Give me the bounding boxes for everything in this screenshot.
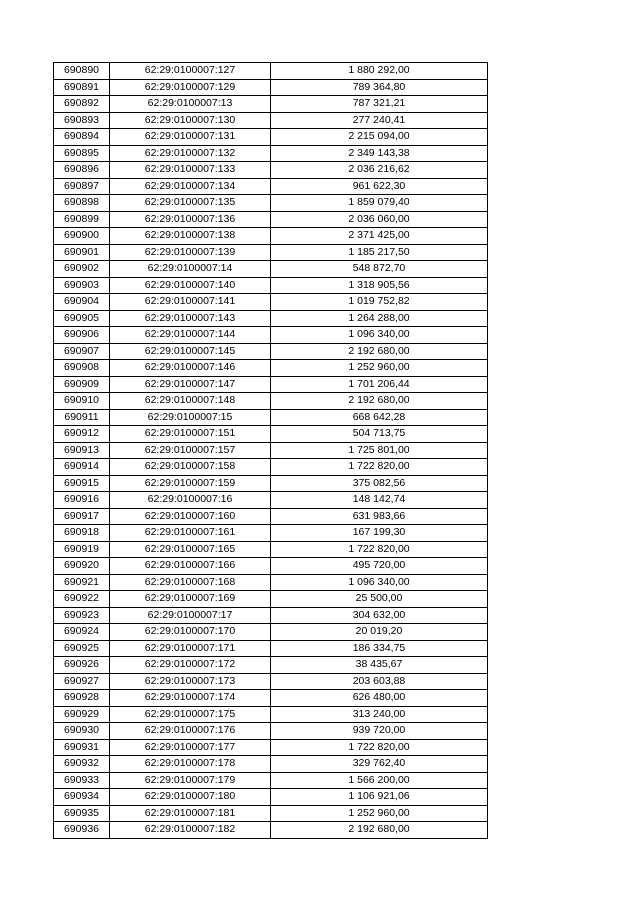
row-number-cell: 690917 (54, 508, 110, 525)
row-number-cell: 690919 (54, 541, 110, 558)
row-number-cell: 690910 (54, 393, 110, 410)
value-cell: 1 096 340,00 (271, 327, 488, 344)
cadastral-number-cell: 62:29:0100007:136 (110, 211, 271, 228)
row-number-cell: 690926 (54, 657, 110, 674)
value-cell: 1 185 217,50 (271, 244, 488, 261)
table-row (54, 475, 488, 492)
table-row (54, 112, 488, 129)
value-cell: 1 106 921,06 (271, 789, 488, 806)
value-cell: 626 480,00 (271, 690, 488, 707)
cadastral-number-cell: 62:29:0100007:130 (110, 112, 271, 129)
value-cell: 504 713,75 (271, 426, 488, 443)
row-number-cell: 690901 (54, 244, 110, 261)
table-row (54, 376, 488, 393)
table-row (54, 657, 488, 674)
value-cell: 1 722 820,00 (271, 739, 488, 756)
cadastral-number-cell: 62:29:0100007:143 (110, 310, 271, 327)
table-body (54, 63, 488, 839)
table-row (54, 211, 488, 228)
cadastral-number-cell: 62:29:0100007:157 (110, 442, 271, 459)
value-cell: 1 264 288,00 (271, 310, 488, 327)
row-number-cell: 690924 (54, 624, 110, 641)
row-number-cell: 690905 (54, 310, 110, 327)
table-row (54, 723, 488, 740)
value-cell: 787 321,21 (271, 96, 488, 113)
value-cell: 2 192 680,00 (271, 822, 488, 839)
row-number-cell: 690899 (54, 211, 110, 228)
cadastral-number-cell: 62:29:0100007:146 (110, 360, 271, 377)
cadastral-number-cell: 62:29:0100007:16 (110, 492, 271, 509)
value-cell: 1 722 820,00 (271, 459, 488, 476)
row-number-cell: 690930 (54, 723, 110, 740)
table-row (54, 63, 488, 80)
cadastral-number-cell: 62:29:0100007:171 (110, 640, 271, 657)
table-row (54, 525, 488, 542)
row-number-cell: 690911 (54, 409, 110, 426)
cadastral-number-cell: 62:29:0100007:177 (110, 739, 271, 756)
cadastral-number-cell: 62:29:0100007:131 (110, 129, 271, 146)
row-number-cell: 690915 (54, 475, 110, 492)
table-row (54, 739, 488, 756)
value-cell: 2 192 680,00 (271, 393, 488, 410)
cadastral-number-cell: 62:29:0100007:179 (110, 772, 271, 789)
table-row (54, 244, 488, 261)
row-number-cell: 690895 (54, 145, 110, 162)
value-cell: 20 019,20 (271, 624, 488, 641)
value-cell: 277 240,41 (271, 112, 488, 129)
row-number-cell: 690931 (54, 739, 110, 756)
value-cell: 1 725 801,00 (271, 442, 488, 459)
cadastral-number-cell: 62:29:0100007:159 (110, 475, 271, 492)
row-number-cell: 690925 (54, 640, 110, 657)
row-number-cell: 690916 (54, 492, 110, 509)
value-cell: 961 622,30 (271, 178, 488, 195)
cadastral-number-cell: 62:29:0100007:134 (110, 178, 271, 195)
cadastral-number-cell: 62:29:0100007:173 (110, 673, 271, 690)
cadastral-number-cell: 62:29:0100007:174 (110, 690, 271, 707)
value-cell: 38 435,67 (271, 657, 488, 674)
table-row (54, 228, 488, 245)
table-row (54, 706, 488, 723)
value-cell: 1 252 960,00 (271, 360, 488, 377)
value-cell: 2 192 680,00 (271, 343, 488, 360)
cadastral-number-cell: 62:29:0100007:145 (110, 343, 271, 360)
value-cell: 1 019 752,82 (271, 294, 488, 311)
table-row (54, 459, 488, 476)
row-number-cell: 690935 (54, 805, 110, 822)
value-cell: 1 566 200,00 (271, 772, 488, 789)
value-cell: 1 096 340,00 (271, 574, 488, 591)
table-row (54, 261, 488, 278)
table-row (54, 805, 488, 822)
row-number-cell: 690918 (54, 525, 110, 542)
table-row (54, 162, 488, 179)
row-number-cell: 690891 (54, 79, 110, 96)
row-number-cell: 690894 (54, 129, 110, 146)
row-number-cell: 690900 (54, 228, 110, 245)
row-number-cell: 690913 (54, 442, 110, 459)
table-row (54, 822, 488, 839)
table-row (54, 195, 488, 212)
value-cell: 313 240,00 (271, 706, 488, 723)
table-row (54, 145, 488, 162)
value-cell: 1 722 820,00 (271, 541, 488, 558)
cadastral-number-cell: 62:29:0100007:182 (110, 822, 271, 839)
value-cell: 1 701 206,44 (271, 376, 488, 393)
cadastral-number-cell: 62:29:0100007:166 (110, 558, 271, 575)
cadastral-number-cell: 62:29:0100007:176 (110, 723, 271, 740)
table-row (54, 294, 488, 311)
row-number-cell: 690920 (54, 558, 110, 575)
row-number-cell: 690923 (54, 607, 110, 624)
cadastral-number-cell: 62:29:0100007:168 (110, 574, 271, 591)
row-number-cell: 690934 (54, 789, 110, 806)
row-number-cell: 690906 (54, 327, 110, 344)
table-row (54, 442, 488, 459)
row-number-cell: 690902 (54, 261, 110, 278)
row-number-cell: 690908 (54, 360, 110, 377)
value-cell: 1 252 960,00 (271, 805, 488, 822)
row-number-cell: 690909 (54, 376, 110, 393)
table-row (54, 492, 488, 509)
cadastral-number-cell: 62:29:0100007:181 (110, 805, 271, 822)
data-table (53, 62, 488, 839)
cadastral-number-cell: 62:29:0100007:180 (110, 789, 271, 806)
table-row (54, 277, 488, 294)
table-row (54, 343, 488, 360)
row-number-cell: 690927 (54, 673, 110, 690)
cadastral-number-cell: 62:29:0100007:13 (110, 96, 271, 113)
row-number-cell: 690896 (54, 162, 110, 179)
cadastral-number-cell: 62:29:0100007:144 (110, 327, 271, 344)
value-cell: 668 642,28 (271, 409, 488, 426)
row-number-cell: 690893 (54, 112, 110, 129)
row-number-cell: 690921 (54, 574, 110, 591)
cadastral-number-cell: 62:29:0100007:141 (110, 294, 271, 311)
value-cell: 1 880 292,00 (271, 63, 488, 80)
table-row (54, 558, 488, 575)
row-number-cell: 690914 (54, 459, 110, 476)
cadastral-number-cell: 62:29:0100007:14 (110, 261, 271, 278)
row-number-cell: 690898 (54, 195, 110, 212)
value-cell: 2 036 060,00 (271, 211, 488, 228)
cadastral-number-cell: 62:29:0100007:17 (110, 607, 271, 624)
value-cell: 304 632,00 (271, 607, 488, 624)
table-row (54, 591, 488, 608)
row-number-cell: 690907 (54, 343, 110, 360)
table-row (54, 393, 488, 410)
table-row (54, 640, 488, 657)
table-row (54, 541, 488, 558)
row-number-cell: 690892 (54, 96, 110, 113)
value-cell: 186 334,75 (271, 640, 488, 657)
cadastral-number-cell: 62:29:0100007:165 (110, 541, 271, 558)
cadastral-number-cell: 62:29:0100007:147 (110, 376, 271, 393)
table-row (54, 789, 488, 806)
cadastral-number-cell: 62:29:0100007:151 (110, 426, 271, 443)
table-row (54, 508, 488, 525)
value-cell: 1 318 905,56 (271, 277, 488, 294)
value-cell: 939 720,00 (271, 723, 488, 740)
cadastral-number-cell: 62:29:0100007:140 (110, 277, 271, 294)
row-number-cell: 690929 (54, 706, 110, 723)
value-cell: 375 082,56 (271, 475, 488, 492)
cadastral-number-cell: 62:29:0100007:127 (110, 63, 271, 80)
table-row (54, 409, 488, 426)
table-row (54, 310, 488, 327)
value-cell: 2 349 143,38 (271, 145, 488, 162)
table-row (54, 96, 488, 113)
table-row (54, 129, 488, 146)
cadastral-number-cell: 62:29:0100007:170 (110, 624, 271, 641)
cadastral-number-cell: 62:29:0100007:169 (110, 591, 271, 608)
row-number-cell: 690912 (54, 426, 110, 443)
value-cell: 1 859 079,40 (271, 195, 488, 212)
value-cell: 203 603,88 (271, 673, 488, 690)
cadastral-number-cell: 62:29:0100007:133 (110, 162, 271, 179)
table-row (54, 624, 488, 641)
row-number-cell: 690897 (54, 178, 110, 195)
cadastral-number-cell: 62:29:0100007:135 (110, 195, 271, 212)
cadastral-number-cell: 62:29:0100007:129 (110, 79, 271, 96)
table-row (54, 756, 488, 773)
row-number-cell: 690936 (54, 822, 110, 839)
table-row (54, 690, 488, 707)
row-number-cell: 690890 (54, 63, 110, 80)
table-row (54, 178, 488, 195)
value-cell: 789 364,80 (271, 79, 488, 96)
value-cell: 631 983,66 (271, 508, 488, 525)
cadastral-number-cell: 62:29:0100007:178 (110, 756, 271, 773)
cadastral-number-cell: 62:29:0100007:160 (110, 508, 271, 525)
cadastral-number-cell: 62:29:0100007:175 (110, 706, 271, 723)
table-row (54, 607, 488, 624)
value-cell: 2 371 425,00 (271, 228, 488, 245)
table-row (54, 772, 488, 789)
cadastral-number-cell: 62:29:0100007:139 (110, 244, 271, 261)
table-row (54, 574, 488, 591)
table-row (54, 79, 488, 96)
row-number-cell: 690928 (54, 690, 110, 707)
cadastral-number-cell: 62:29:0100007:15 (110, 409, 271, 426)
cadastral-number-cell: 62:29:0100007:172 (110, 657, 271, 674)
row-number-cell: 690904 (54, 294, 110, 311)
row-number-cell: 690903 (54, 277, 110, 294)
table-row (54, 426, 488, 443)
value-cell: 25 500,00 (271, 591, 488, 608)
row-number-cell: 690922 (54, 591, 110, 608)
row-number-cell: 690933 (54, 772, 110, 789)
cadastral-number-cell: 62:29:0100007:158 (110, 459, 271, 476)
row-number-cell: 690932 (54, 756, 110, 773)
value-cell: 329 762,40 (271, 756, 488, 773)
value-cell: 167 199,30 (271, 525, 488, 542)
table-row (54, 360, 488, 377)
value-cell: 2 036 216,62 (271, 162, 488, 179)
cadastral-number-cell: 62:29:0100007:161 (110, 525, 271, 542)
value-cell: 495 720,00 (271, 558, 488, 575)
value-cell: 548 872,70 (271, 261, 488, 278)
table-row (54, 673, 488, 690)
table-row (54, 327, 488, 344)
cadastral-number-cell: 62:29:0100007:138 (110, 228, 271, 245)
value-cell: 2 215 094,00 (271, 129, 488, 146)
cadastral-number-cell: 62:29:0100007:148 (110, 393, 271, 410)
value-cell: 148 142,74 (271, 492, 488, 509)
cadastral-number-cell: 62:29:0100007:132 (110, 145, 271, 162)
